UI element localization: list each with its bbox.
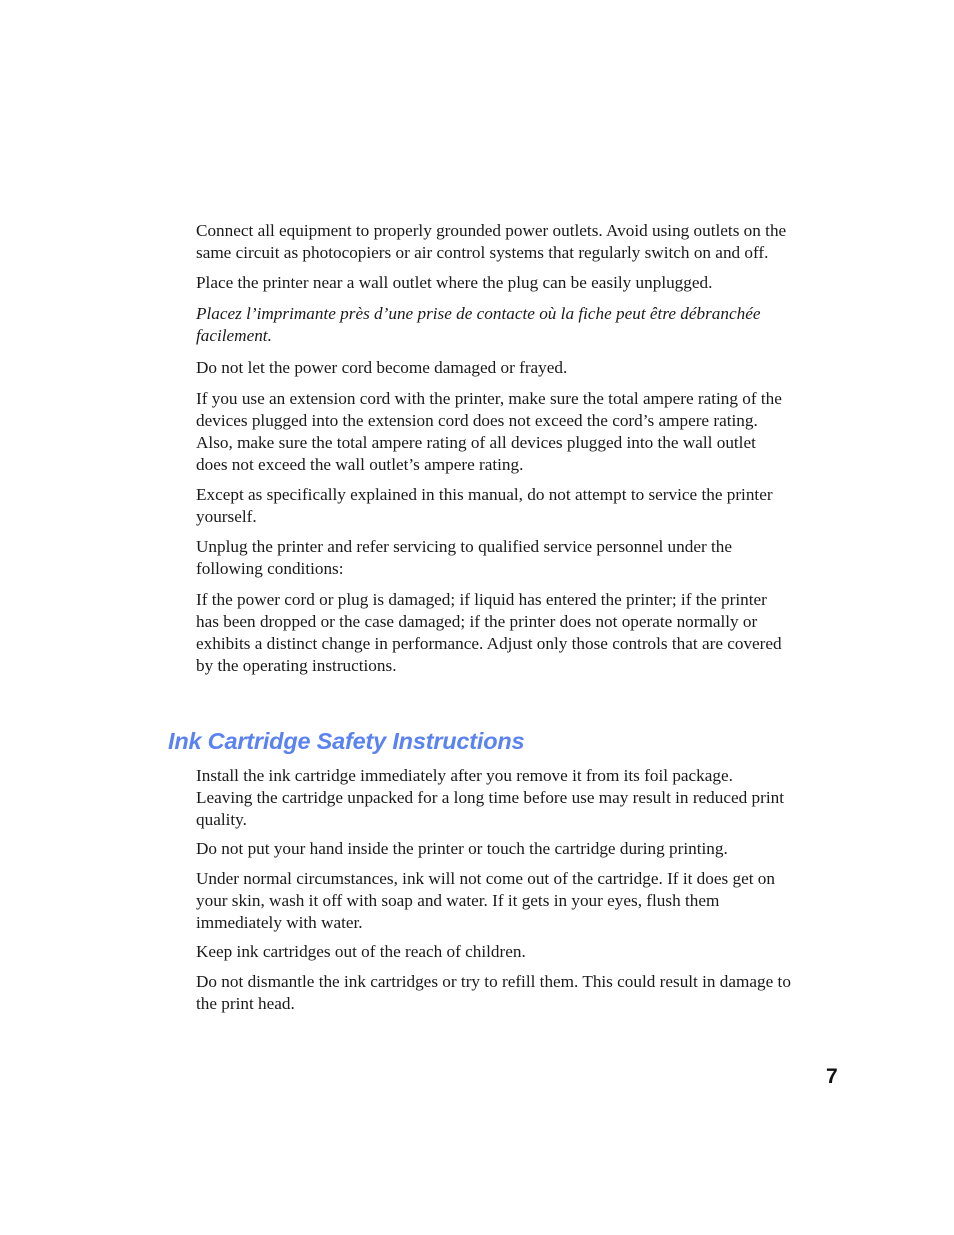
paragraph-ink-skin: Under normal circumstances, ink will not come out of the cartridge. If it does get on your skin, wash it off with soap and water. If it gets in your eyes, flush them immediately with water.	[196, 868, 775, 932]
paragraph-unplug-conditions: Unplug the printer and refer servicing to qualified service personnel under the following conditions:	[196, 537, 732, 579]
ink-cartridge-section	[196, 765, 791, 1022]
paragraph-service: Except as specifically explained in this manual, do not attempt to service the printer yourself.	[196, 485, 773, 526]
paragraph-extension-cord: If you use an extension cord with the printer, make sure the total ampere rating of the devices plugged into the extension cord does not exceed the cord’s ampere rating. Also, make sure the total ampere rating of all devices plugged into the wall outlet does not exceed the wall outlet’s ampere rating.	[196, 388, 782, 474]
paragraph-wall-outlet: Place the printer near a wall outlet where the plug can be easily unplugged.	[196, 273, 713, 293]
paragraph-french-wall-outlet: Placez l’imprimante près d’une prise de contacte où la fiche peut être débranchée facilement.	[196, 303, 761, 345]
section-heading-ink-cartridge: Ink Cartridge Safety Instructions	[168, 728, 525, 754]
page-number: 7	[826, 1065, 838, 1088]
paragraph-hand-inside: Do not put your hand inside the printer or touch the cartridge during printing.	[196, 839, 728, 859]
paragraph-install-cartridge: Install the ink cartridge immediately after you remove it from its foil package. Leaving the cartridge unpacked for a long time before use may result in reduced print quality.	[196, 766, 784, 829]
paragraph-children: Keep ink cartridges out of the reach of children.	[196, 942, 526, 962]
paragraph-power-cord: Do not let the power cord become damaged or frayed.	[196, 358, 568, 378]
power-safety-section	[196, 220, 791, 685]
paragraph-grounded-outlets: Connect all equipment to properly grounded power outlets. Avoid using outlets on the same circuit as photocopiers or air control systems that regularly switch on and off.	[196, 221, 787, 262]
paragraph-damage-conditions: If the power cord or plug is damaged; if liquid has entered the printer; if the printer has been dropped or the case damaged; if the printer does not operate normally or exhibits a distinct change in performance. Adjust only those controls that are covered by the operating instructions.	[196, 589, 782, 675]
paragraph-dismantle: Do not dismantle the ink cartridges or try to refill them. This could result in damage to the print head.	[196, 971, 791, 1013]
